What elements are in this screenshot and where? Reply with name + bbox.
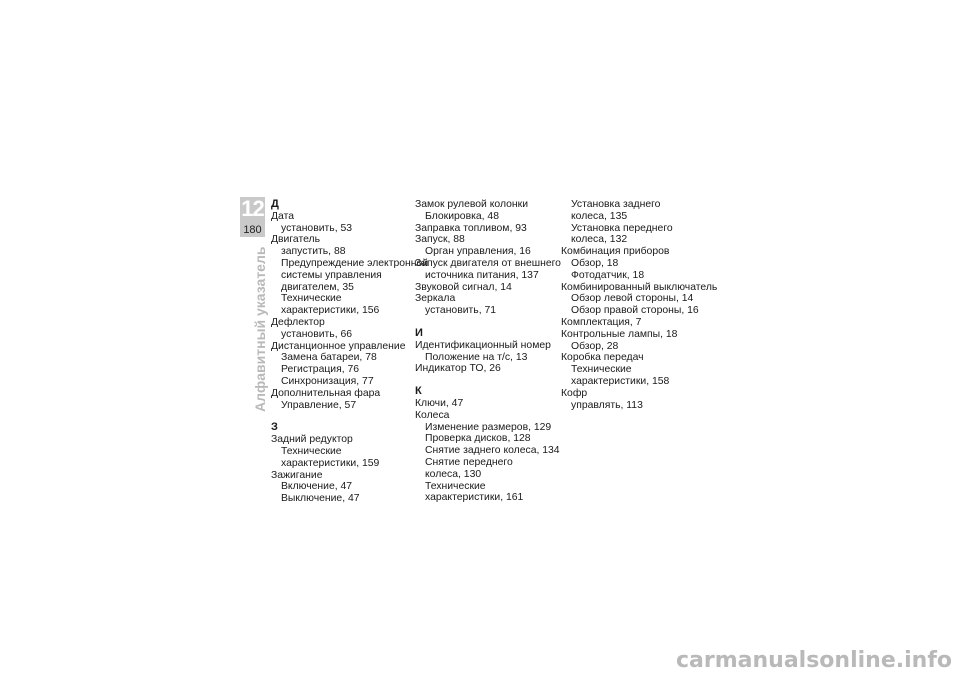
index-entry: Запуск двигателя от внешнего (415, 257, 561, 269)
index-subentry: Обзор, 18 (571, 257, 619, 269)
index-subentry: колеса, 135 (571, 210, 628, 222)
index-entry: Двигатель (271, 234, 321, 246)
index-subentry: Технические (425, 480, 486, 492)
index-subentry: Положение на т/с, 13 (425, 351, 528, 363)
page-number: 180 (243, 224, 262, 236)
index-subentry: Снятие переднего (425, 456, 513, 468)
index-letter: И (415, 326, 423, 339)
index-subentry: Управление, 57 (281, 399, 357, 411)
index-entry: Колеса (415, 409, 450, 421)
index-subentry: колеса, 132 (571, 234, 628, 246)
index-entry: Комбинированный выключатель (561, 281, 718, 293)
index-subentry: запустить, 88 (281, 246, 346, 258)
index-entry: Коробка передач (561, 352, 644, 364)
index-entry: Заправка топливом, 93 (415, 222, 527, 234)
index-subentry: Обзор правой стороны, 16 (571, 305, 699, 317)
index-subentry: Обзор левой стороны, 14 (571, 293, 694, 305)
index-letter: З (271, 421, 278, 434)
index-subentry: Технические (571, 364, 632, 376)
index-subentry: Синхронизация, 77 (281, 375, 374, 387)
index-entry: Идентификационный номер (415, 339, 551, 351)
index-subentry: характеристики, 156 (281, 305, 380, 317)
index-subentry: Обзор, 28 (571, 340, 619, 352)
index-entry: Звуковой сигнал, 14 (415, 281, 512, 293)
index-entry: Дистанционное управление (271, 340, 406, 352)
index-entry: Зажигание (271, 469, 323, 481)
watermark: carmanualsonline.info (676, 648, 952, 673)
index-entry: Дополнительная фара (271, 387, 381, 399)
index-entry: Запуск, 88 (415, 234, 465, 246)
index-subentry: Блокировка, 48 (425, 210, 499, 222)
index-subentry: Технические (281, 445, 342, 457)
index-subentry: Фотодатчик, 18 (571, 269, 645, 281)
index-subentry: установить, 66 (281, 328, 353, 340)
index-subentry: Проверка дисков, 128 (425, 433, 531, 445)
index-subentry: Регистрация, 76 (281, 364, 360, 376)
index-entry: Задний редуктор (271, 434, 353, 446)
index-column-1 (271, 198, 429, 505)
index-column-2 (415, 199, 563, 504)
index-entry: Замок рулевой колонки (415, 199, 529, 210)
index-subentry: характеристики, 159 (281, 457, 380, 469)
chapter-number: 12 (241, 196, 264, 221)
chapter-title: Алфавитный указатель (252, 246, 268, 412)
index-subentry: Установка заднего (571, 199, 661, 210)
index-subentry: установить, 53 (281, 222, 353, 234)
index-entry: Контрольные лампы, 18 (561, 328, 678, 340)
index-subentry: Установка переднего (571, 222, 673, 234)
index-subentry: Технические (281, 293, 342, 305)
index-subentry: характеристики, 161 (425, 492, 524, 504)
index-entry: Индикатор ТО, 26 (415, 363, 501, 375)
index-entry: Дата (271, 210, 295, 222)
index-letter: Д (271, 198, 279, 210)
index-letter: К (415, 385, 422, 398)
index-subentry: Предупреждение электронной (281, 257, 429, 269)
index-subentry: установить, 71 (425, 305, 497, 317)
index-entry: Ключи, 47 (415, 397, 464, 409)
index-subentry: Изменение размеров, 129 (425, 421, 552, 433)
index-subentry: Выключение, 47 (281, 493, 360, 505)
index-entry: Дефлектор (271, 316, 325, 328)
index-subentry: Снятие заднего колеса, 134 (425, 445, 560, 457)
index-entry: Комбинация приборов (561, 246, 670, 258)
index-subentry: управлять, 113 (571, 399, 643, 411)
index-subentry: системы управления (281, 269, 382, 281)
index-entry: Кофр (561, 387, 588, 399)
index-subentry: Включение, 47 (281, 481, 353, 493)
index-entry: Зеркала (415, 293, 456, 305)
index-column-3 (561, 199, 718, 411)
index-subentry: характеристики, 158 (571, 375, 670, 387)
index-subentry: Орган управления, 16 (425, 246, 531, 258)
index-entry: Комплектация, 7 (561, 316, 642, 328)
index-subentry: Замена батареи, 78 (281, 352, 377, 364)
index-subentry: источника питания, 137 (425, 269, 539, 281)
index-subentry: двигателем, 35 (281, 281, 354, 293)
index-subentry: колеса, 130 (425, 468, 482, 480)
